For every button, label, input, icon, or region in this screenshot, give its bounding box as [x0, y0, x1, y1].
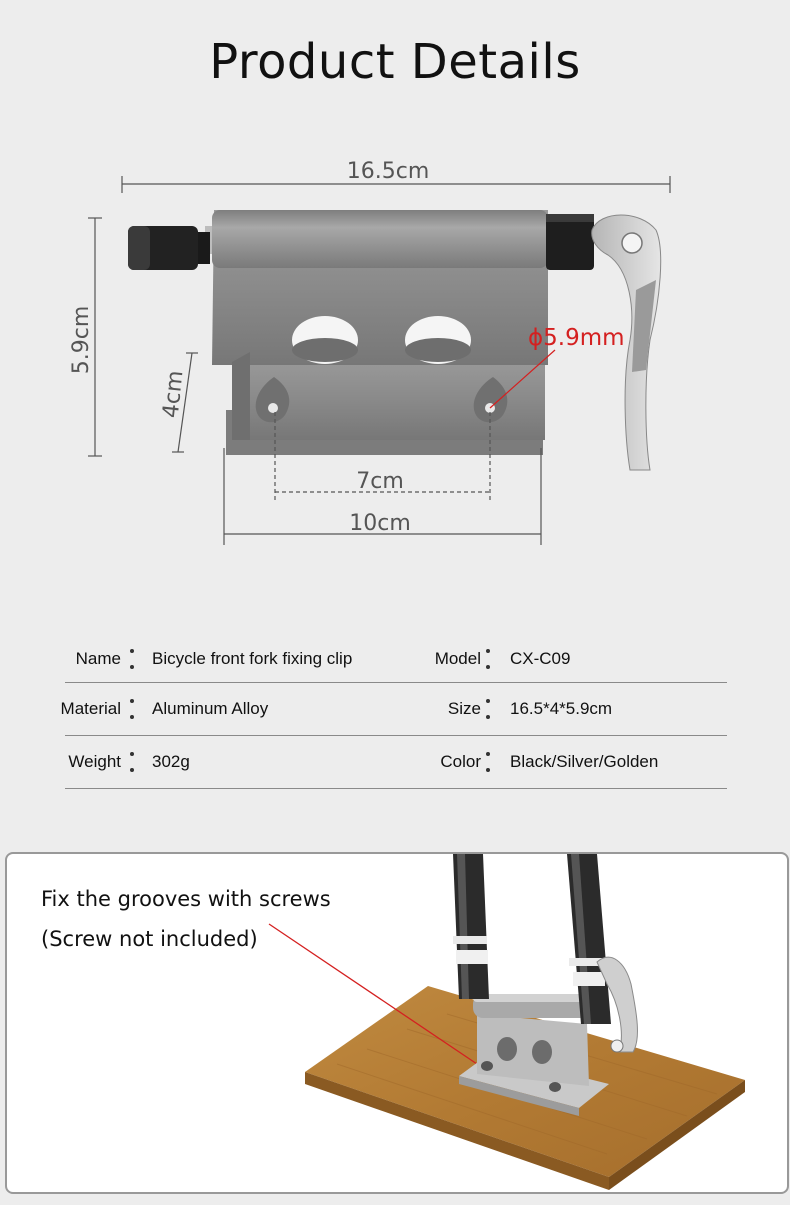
spec-key: Model — [434, 649, 481, 668]
spec-key: Name — [75, 649, 121, 668]
spec-key: Size — [447, 699, 481, 718]
spec-value: CX-C09 — [510, 649, 571, 668]
spec-row-weight — [65, 736, 727, 789]
length-label: 16.5cm — [346, 159, 430, 184]
colon-separator — [486, 699, 490, 719]
hole-spacing-label: 7cm — [356, 469, 404, 494]
spec-value: 302g — [152, 752, 190, 771]
length-dimension — [122, 159, 670, 193]
depth-label: 4cm — [158, 369, 189, 420]
axle-rod — [128, 210, 594, 270]
spec-key: Color — [440, 752, 481, 771]
colon-separator — [130, 649, 134, 669]
height-dimension — [69, 218, 102, 456]
spec-value: Bicycle front fork fixing clip — [152, 649, 353, 668]
spec-value: Black/Silver/Golden — [510, 752, 659, 771]
base-width-dimension — [224, 448, 541, 545]
colon-separator — [486, 752, 490, 772]
product-dimension-diagram — [0, 140, 790, 560]
installation-panel — [5, 852, 789, 1194]
screw-disclaimer: (Screw not included) — [41, 927, 258, 951]
spec-value: Aluminum Alloy — [152, 699, 269, 718]
spec-row-material — [60, 683, 727, 736]
installation-note: Fix the grooves with screws — [41, 887, 331, 911]
colon-separator — [130, 752, 134, 772]
spec-row-name — [65, 636, 727, 683]
spec-key: Material — [60, 699, 121, 718]
page-title: Product Details — [209, 34, 581, 90]
depth-dimension — [159, 353, 198, 452]
colon-separator — [486, 649, 490, 669]
height-label: 5.9cm — [69, 305, 94, 375]
spec-table — [60, 636, 727, 789]
base-width-label: 10cm — [349, 511, 411, 536]
colon-separator — [130, 699, 134, 719]
hole-diameter-label: ϕ5.9mm — [528, 325, 625, 351]
installation-illustration — [7, 854, 787, 1192]
spec-value: 16.5*4*5.9cm — [510, 699, 613, 718]
spec-key: Weight — [68, 752, 121, 771]
